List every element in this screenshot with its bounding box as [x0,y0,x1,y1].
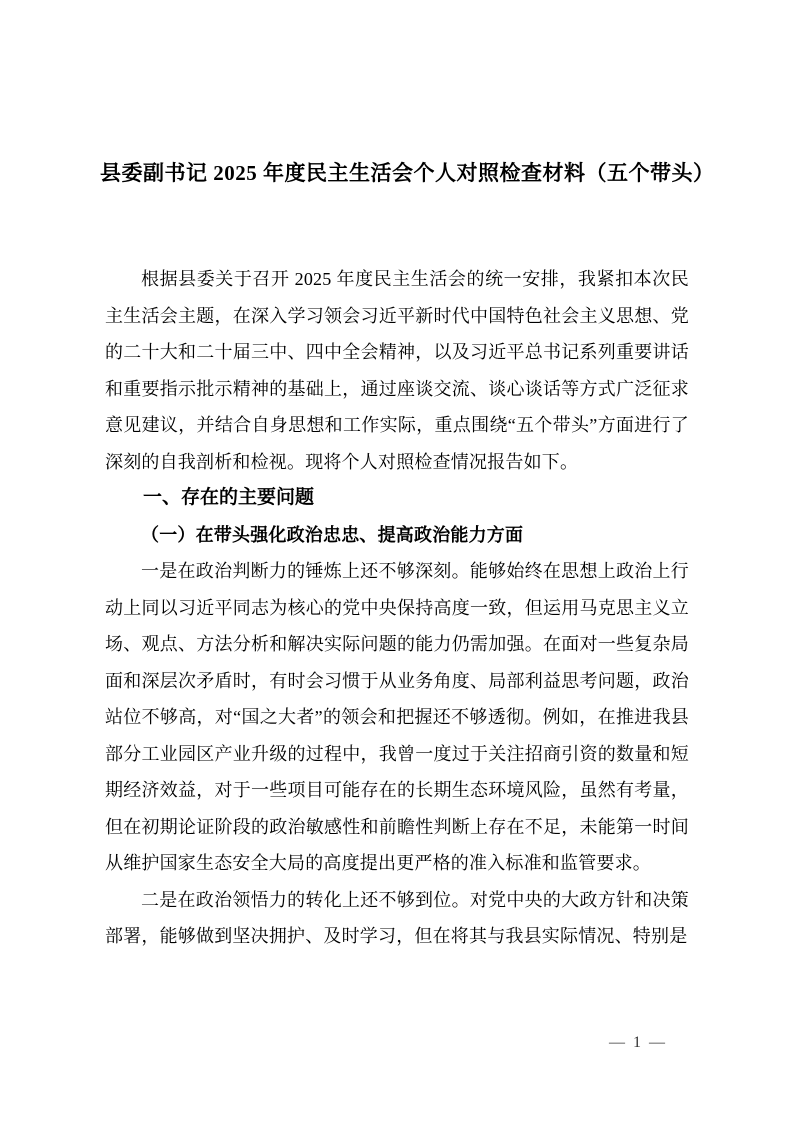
paragraph-item-two: 二是在政治领悟力的转化上还不够到位。对党中央的大政方针和决策部署，能够做到坚决拥护、及时学习，但在将其与我县实际情况、特别是 [105,889,689,946]
subsection-heading-political-loyalty: （一）在带头强化政治忠忠、提高政治能力方面 [141,524,524,545]
document-title: 县委副书记 2025 年度民主生活会个人对照检查材料（五个带头） [100,161,715,185]
intro-paragraph: 根据县委关于召开 2025 年度民主生活会的统一安排，我紧扣本次民主生活会主题，在深入学习领会习近平新时代中国特色社会主义思想、党的二十大和二十届三中、四中全会精神，以及习近平总书记系列重要讲话和重要指示批示精神的基础上，通过座谈交流、谈心谈话等方式广泛征求意见建议，并结合自身思想和工作实际，重点围绕“五个带头”方面进行了深刻的自我剖析和检视。现将个人对照检查情况报告如下。 [105,269,689,472]
page-number: — 1 — [609,1034,667,1051]
document-body [105,261,689,955]
paragraph-item-one: 一是在政治判断力的锤炼上还不够深刻。能够始终在思想上政治上行动上同以习近平同志为核心的党中央保持高度一致，但运用马克思主义立场、观点、方法分析和解决实际问题的能力仍需加强。在面对一些复杂局面和深层次矛盾时，有时会习惯于从业务角度、局部利益思考问题，政治站位不够高，对“国之大者”的领会和把握还不够透彻。例如，在推进我县部分工业园区产业升级的过程中，我曾一度过于关注招商引资的数量和短期经济效益，对于一些项目可能存在的长期生态环境风险，虽然有考量，但在初期论证阶段的政治敏感性和前瞻性判断上存在不足，未能第一时间从维护国家生态安全大局的高度提出更严格的准入标准和监管要求。 [105,561,689,873]
section-heading-problems: 一、存在的主要问题 [143,487,315,508]
